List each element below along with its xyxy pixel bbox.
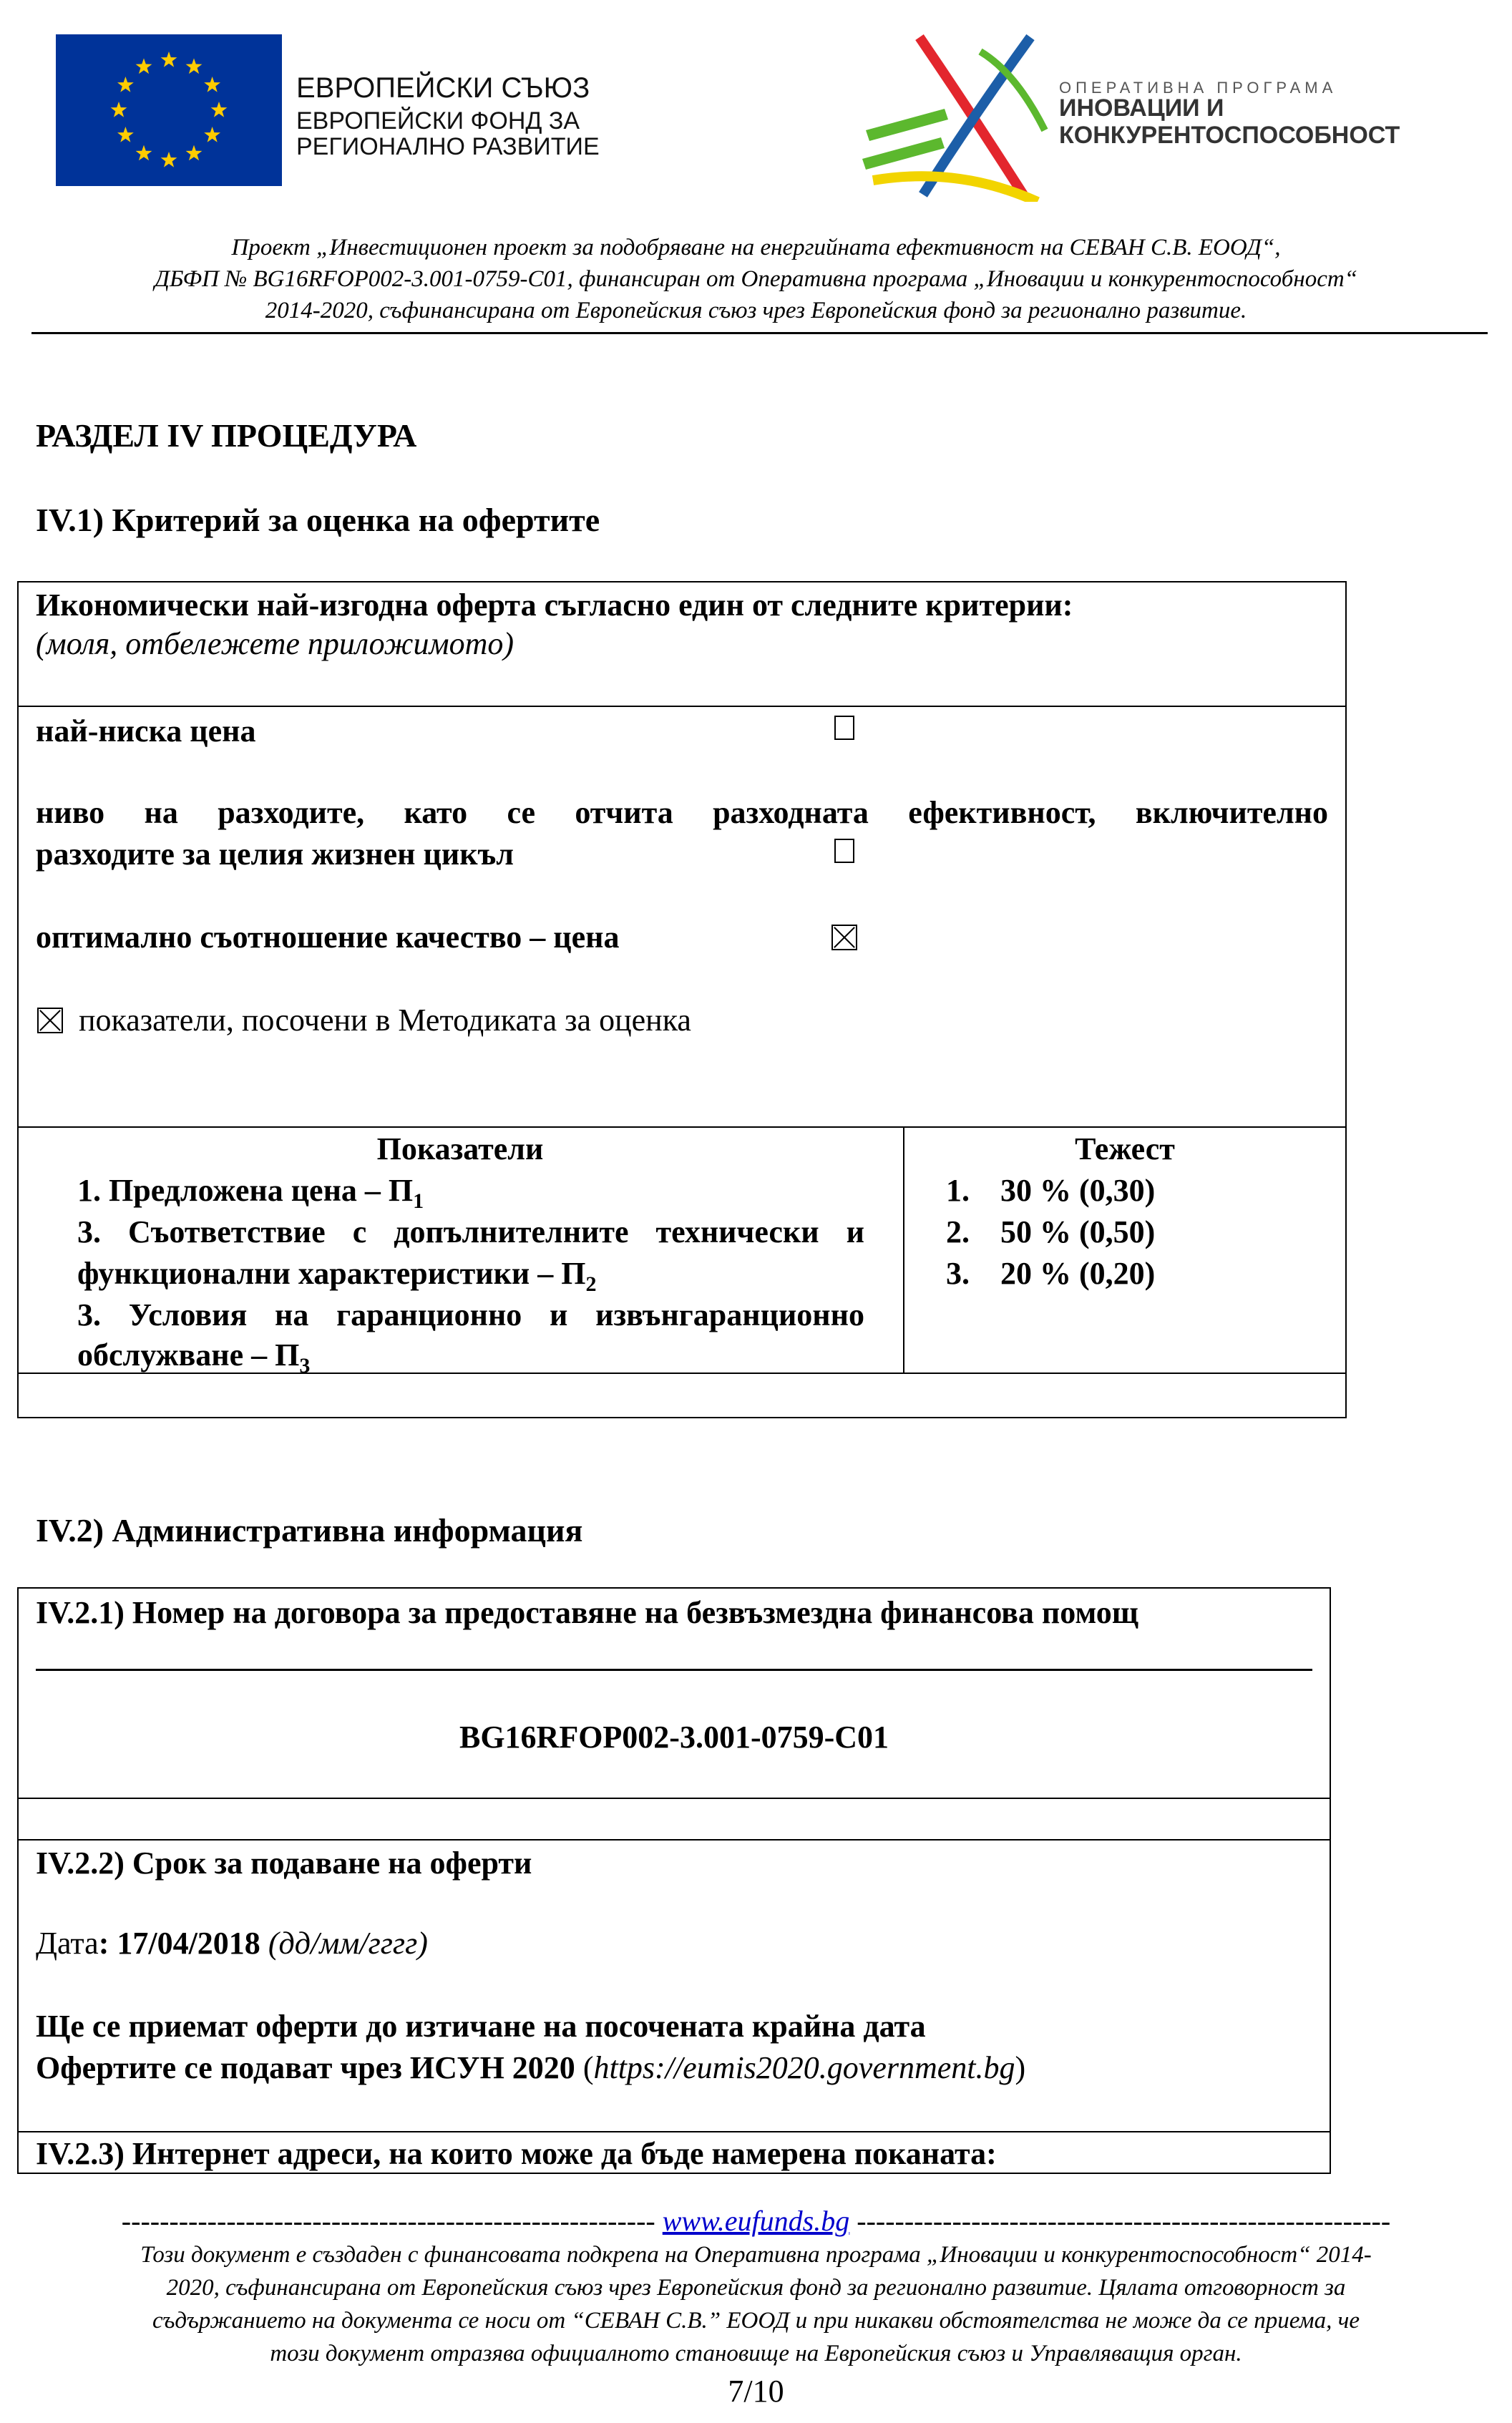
eu-star-icon [204, 77, 220, 92]
page-number: 7/10 [728, 2374, 784, 2409]
project-line-1: Проект „Инвестиционен проект за подобряване на енергийната ефективност на СЕВАН С.В. ЕООД“, [231, 235, 1281, 260]
checkbox-lowest-price[interactable] [834, 716, 854, 740]
deadline-title: IV.2.2) Срок за подаване на оферти [36, 1846, 532, 1881]
eu-star-icon [211, 102, 228, 117]
footer-text-line1: Този документ е създаден с финансовата подкрепа на Оперативна програма „Иновации и конкурентоспособност“ 2014- [140, 2242, 1372, 2268]
checkbox-cost-level[interactable] [834, 839, 854, 863]
eu-stars-icon [56, 34, 282, 186]
option-lowest-price: най-ниска цена [36, 713, 256, 749]
criteria-note: (моля, отбележете приложимото) [36, 626, 514, 661]
footer-text-line3: съдържанието на документа се носи от “СЕВАН С.В.” ЕООД и при никакви обстоятелства не може да се приема, че [152, 2308, 1360, 2334]
checkbox-price-quality[interactable] [831, 925, 857, 950]
eu-logo-line2: ЕВРОПЕЙСКИ ФОНД ЗА [296, 107, 580, 135]
op-logo-line1: ИНОВАЦИИ И [1059, 94, 1224, 122]
criteria-options-box [17, 706, 1347, 1128]
option-methodology: показатели, посочени в Методиката за оценка [79, 1003, 691, 1038]
eu-star-icon [117, 77, 134, 92]
weight-3: 20 % (0,20) [1000, 1256, 1156, 1291]
iv2-title: IV.2) Административна информация [36, 1512, 583, 1549]
op-innovation-logo [852, 30, 1088, 202]
project-line-2: ДБФП № BG16RFOP002-3.001-0759-C01, финансиран от Оперативна програма „Иновации и конкурентоспособност“ [154, 266, 1358, 292]
footer-text-line2: 2020, съфинансирана от Европейския съюз чрез Европейския фонд за регионално развитие. Цялата отговорност за [166, 2275, 1346, 2301]
footer-dashes-left: -------------------------------------------------------- [121, 2205, 655, 2237]
footer-link-line [0, 2204, 1512, 2238]
footer-text-line4: този документ отразява официалното становище на Европейския съюз и Управляващия орган. [270, 2341, 1242, 2366]
eumis-url[interactable]: https://eumis2020.government.bg [593, 2050, 1015, 2085]
spacer-row [17, 1798, 1331, 1841]
weight-1: 30 % (0,30) [1000, 1173, 1156, 1208]
op-logo-line2: КОНКУРЕНТОСПОСОБНОСТ [1059, 122, 1400, 149]
indicator-3-line1: 3. Условия на гаранционно и извънгаранционно [77, 1297, 864, 1332]
eu-star-icon [186, 58, 203, 74]
date-label: Дата [36, 1926, 99, 1961]
contract-number-title: IV.2.1) Номер на договора за предоставяне на безвъзмездна финансова помощ [36, 1595, 1138, 1630]
eu-logo-line3: РЕГИОНАЛНО РАЗВИТИЕ [296, 133, 600, 160]
internet-addresses-title: IV.2.3) Интернет адреси, на които може да бъде намерена поканата: [36, 2136, 997, 2171]
eu-flag-logo [56, 34, 282, 186]
eu-star-icon [204, 127, 220, 142]
eu-star-icon [161, 152, 177, 167]
footer-dashes-right: -------------------------------------------------------- [857, 2205, 1391, 2237]
submit-line: Офертите се подават чрез ИСУН 2020 (https://eumis2020.government.bg) [36, 2050, 1026, 2085]
date-value: : 17/04/2018 [98, 1926, 260, 1961]
eu-star-icon [136, 145, 152, 161]
project-line-3: 2014-2020, съфинансирана от Европейския съюз чрез Европейския фонд за регионално развитие. [265, 298, 1247, 323]
date-format: (дд/мм/гггг) [268, 1926, 428, 1961]
deadline-box [17, 1839, 1331, 2132]
indicator-3-line2: обслужване – $П_3$ [77, 1337, 311, 1378]
indicators-header: Показатели [376, 1131, 544, 1166]
deadline-date-line [36, 1925, 428, 1961]
indicator-2-line2: функционални характеристики – $П_2$ [77, 1256, 597, 1296]
eufunds-link[interactable]: www.eufunds.bg [662, 2205, 850, 2237]
option-price-quality: оптимално съотношение качество – цена [36, 920, 620, 955]
option-cost-level-line2: разходите за целия жизнен цикъл [36, 837, 514, 872]
criteria-heading: Икономически най-изгодна оферта съгласно един от следните критерии: [36, 588, 1073, 623]
option-cost-level-line1: ниво на разходите, като се отчита разходната ефективност, включително [36, 795, 1328, 830]
weight-3-num: 3. [946, 1256, 970, 1291]
weight-1-num: 1. [946, 1173, 970, 1208]
indicator-2-line1: 3. Съответствие с допълнителните технически и [77, 1214, 864, 1249]
accept-line: Ще се приемат оферти до изтичане на посочената крайна дата [36, 2009, 926, 2044]
contract-number-rule [36, 1669, 1312, 1671]
weight-2: 50 % (0,50) [1000, 1214, 1156, 1249]
eu-star-icon [161, 52, 177, 67]
header-divider [31, 332, 1488, 334]
weight-header: Тежест [1075, 1131, 1175, 1166]
empty-row [17, 1373, 1347, 1418]
eu-star-icon [186, 145, 203, 161]
checkbox-methodology[interactable] [37, 1008, 63, 1033]
section-title: РАЗДЕЛ IV ПРОЦЕДУРА [36, 417, 417, 454]
eu-star-icon [136, 58, 152, 74]
iv1-title: IV.1) Критерий за оценка на офертите [36, 502, 600, 538]
op-logo-small: ОПЕРАТИВНА ПРОГРАМА [1059, 79, 1337, 97]
eu-star-icon [117, 127, 134, 142]
eu-logo-title: ЕВРОПЕЙСКИ СЪЮЗ [296, 72, 590, 104]
indicator-1: 1. Предложена цена – $П_1$ [77, 1173, 424, 1213]
contract-number-value: BG16RFOP002-3.001-0759-C01 [459, 1720, 889, 1755]
eu-star-icon [111, 102, 127, 117]
weight-2-num: 2. [946, 1214, 970, 1249]
